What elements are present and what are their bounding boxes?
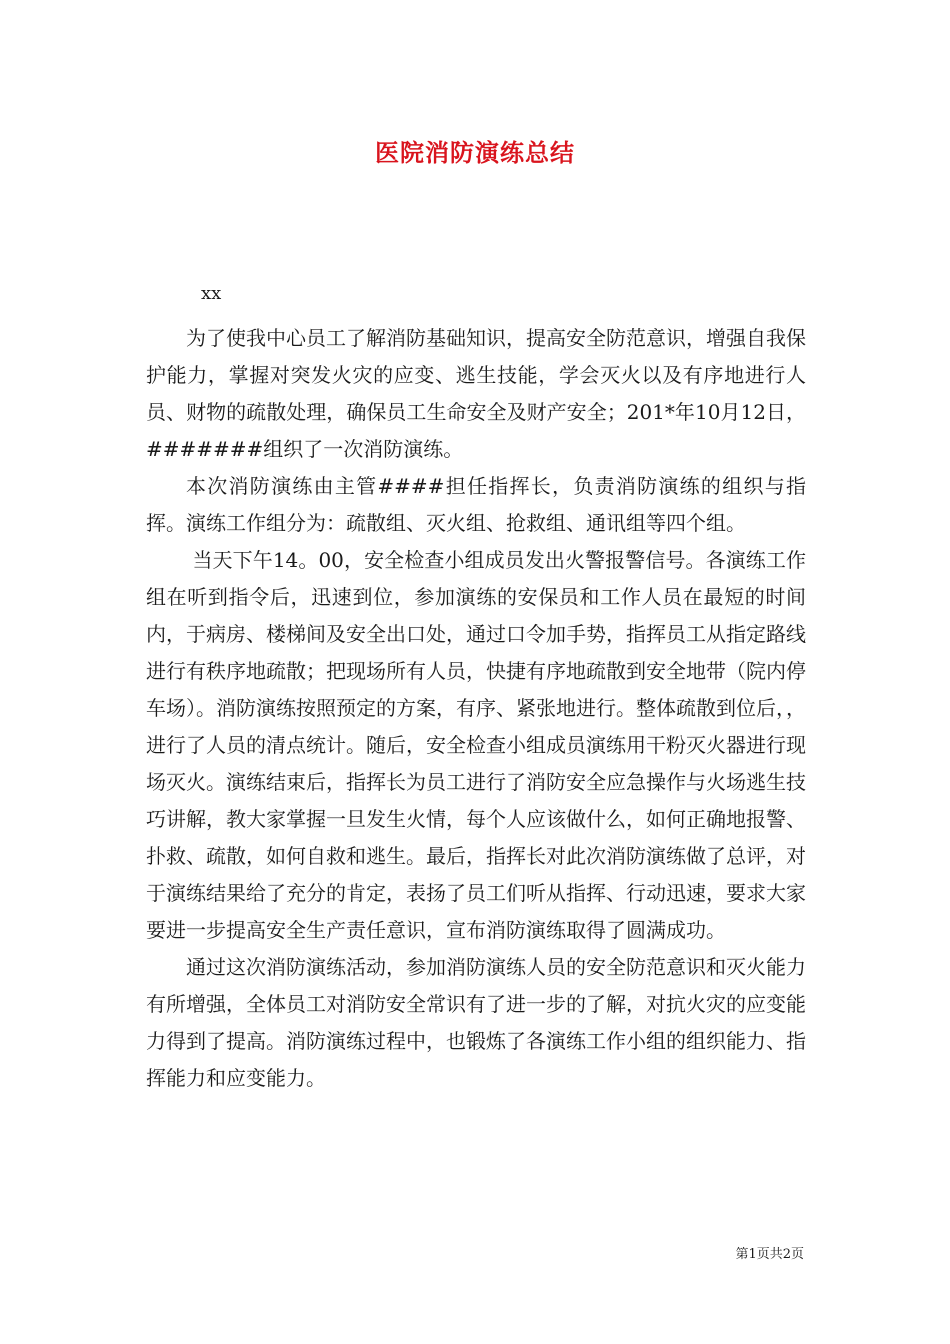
document-body: [146, 320, 806, 1097]
paragraph-purpose: 为了使我中心员工了解消防基础知识，提高安全防范意识，增强自我保护能力，掌握对突发火灾的应变、逃生技能，学会灭火以及有序地进行人员、财物的疏散处理，确保员工生命安全及财产安全；201*年10月12日，#######组织了一次消防演练。: [146, 326, 806, 461]
page-number: 第1页共2页: [735, 1247, 804, 1262]
paragraph-conclusion: 通过这次消防演练活动，参加消防演练人员的安全防范意识和灭火能力有所增强，全体员工对消防安全常识有了进一步的了解，对抗火灾的应变能力得到了提高。消防演练过程中，也锻炼了各演练工作小组的组织能力、指挥能力和应变能力。: [146, 955, 806, 1090]
page-title: 医院消防演练总结: [375, 138, 575, 167]
paragraph-organization: 本次消防演练由主管####担任指挥长，负责消防演练的组织与指挥。演练工作组分为：疏散组、灭火组、抢救组、通讯组等四个组。: [146, 474, 806, 535]
paragraph-drill-process: 当天下午14。00，安全检查小组成员发出火警报警信号。各演练工作组在听到指令后，迅速到位，参加演练的安保员和工作人员在最短的时间内，于病房、楼梯间及安全出口处，通过口令加手势，指挥员工从指定路线进行有秩序地疏散；把现场所有人员，快捷有序地疏散到安全地带（院内停车场）。消防演练按照预定的方案，有序、紧张地进行。整体疏散到位后，，进行了人员的清点统计。随后，安全检查小组成员演练用干粉灭火器进行现场灭火。演练结束后，指挥长为员工进行了消防安全应急操作与火场逃生技巧讲解，教大家掌握一旦发生火情，每个人应该做什么，如何正确地报警、扑救、疏散，如何自救和逃生。最后，指挥长对此次消防演练做了总评，对于演练结果给了充分的肯定，表扬了员工们听从指挥、行动迅速，要求大家要进一步提高安全生产责任意识，宣布消防演练取得了圆满成功。: [146, 548, 806, 942]
author-line: xx: [201, 283, 222, 304]
